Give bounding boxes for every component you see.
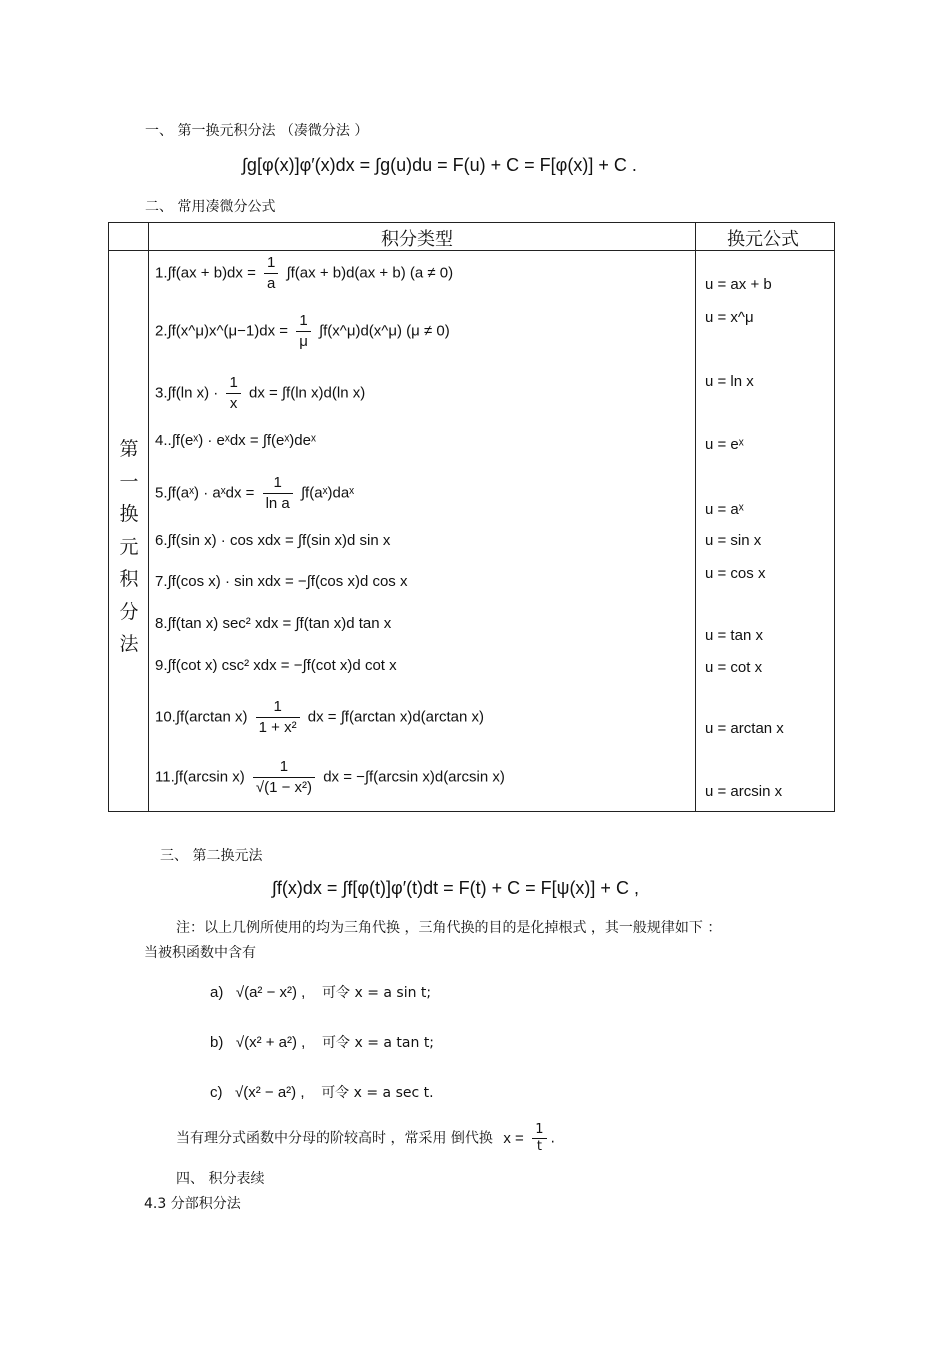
section4-heading: 四、 积分表续 bbox=[176, 1171, 265, 1187]
substitution-cell: u = aˣ bbox=[705, 501, 744, 518]
table-row: 3.∫f(ln x) · $\frac{1}{x}$ dx = ∫f(ln x)d(ln x) bbox=[155, 374, 366, 412]
substitution-cell: u = cos x bbox=[705, 565, 766, 582]
reciprocal-substitution: 当有理分式函数中分母的阶较高时 ，常采用 倒代换 x = $\frac{1}{t}$ . bbox=[176, 1122, 555, 1154]
table-row: 11.∫f(arcsin x) $\frac{1}{\text{√(1 − x²)}}$ dx = −∫f(arcsin x)d(arcsin x) bbox=[155, 758, 505, 796]
substitution-cell: u = eˣ bbox=[705, 436, 744, 453]
section2-heading: 二、 常用凑微分公式 bbox=[145, 199, 276, 215]
note-line-1: 注：以上几例所使用的均为三角代换 ，三角代换的目的是化掉根式 ，其一般规律如下 ： bbox=[176, 920, 722, 936]
table-row: 7.∫f(cos x) · sin xdx = −∫f(cos x)d cos x bbox=[155, 573, 408, 590]
substitution-cell: u = x^μ bbox=[705, 309, 754, 326]
category-label: 第 一 换 元 积 分 法 bbox=[119, 438, 139, 655]
substitution-cell: u = ax + b bbox=[705, 276, 772, 293]
table-row: 10.∫f(arctan x) $\frac{1}{\text{1 + x²}}$ dx = ∫f(arctan x)d(arctan x) bbox=[155, 698, 485, 736]
section4-subheading: 4.3 分部积分法 bbox=[144, 1196, 241, 1212]
section3-heading: 三、 第二换元法 bbox=[160, 848, 263, 864]
header-substitution: 换元公式 bbox=[727, 229, 799, 250]
section1-heading: 一、 第一换元积分法 （凑微分法 ） bbox=[145, 123, 369, 139]
case-b: b) √(x² + a²) , 可令 x = a tan t; bbox=[210, 1034, 435, 1051]
case-c: c) √(x² − a²) , 可令 x = a sec t. bbox=[210, 1084, 434, 1101]
table-row: 1.∫f(ax + b)dx = $\frac{1}{a}$ ∫f(ax + b)d(ax + b) (a ≠ 0) bbox=[155, 254, 454, 292]
section1-formula: ∫g[φ(x)]φ′(x)dx = ∫g(u)du = F(u) + C = F[φ(x)] + C . bbox=[242, 155, 637, 175]
table-row: 4..∫f(eˣ) · eˣdx = ∫f(eˣ)deˣ bbox=[155, 432, 316, 449]
table-row: 5.∫f(aˣ) · aˣdx = $\frac{1}{\text{ln a}}$ ∫f(aˣ)daˣ bbox=[155, 474, 355, 512]
header-integral-type: 积分类型 bbox=[381, 229, 453, 250]
case-a: a) √(a² − x²) , 可令 x = a sin t; bbox=[210, 984, 432, 1001]
section3-formula: ∫f(x)dx = ∫f[φ(t)]φ′(t)dt = F(t) + C = F[ψ(x)] + C , bbox=[272, 878, 639, 898]
table-row: 2.∫f(x^μ)x^(μ−1)dx = $\frac{1}{\mu}$ ∫f(x^μ)d(x^μ) (μ ≠ 0) bbox=[155, 312, 450, 350]
substitution-cell: u = tan x bbox=[705, 627, 763, 644]
substitution-cell: u = cot x bbox=[705, 659, 763, 676]
formula-table bbox=[108, 222, 835, 812]
substitution-cell: u = ln x bbox=[705, 373, 754, 390]
substitution-cell: u = sin x bbox=[705, 532, 762, 549]
substitution-cell: u = arctan x bbox=[705, 720, 784, 737]
table-row: 8.∫f(tan x) sec² xdx = ∫f(tan x)d tan x bbox=[155, 615, 392, 632]
table-row: 9.∫f(cot x) csc² xdx = −∫f(cot x)d cot x bbox=[155, 657, 397, 674]
note-line-2: 当被积函数中含有 bbox=[144, 945, 256, 961]
substitution-cell: u = arcsin x bbox=[705, 783, 783, 800]
table-row: 6.∫f(sin x) · cos xdx = ∫f(sin x)d sin x bbox=[155, 532, 391, 549]
